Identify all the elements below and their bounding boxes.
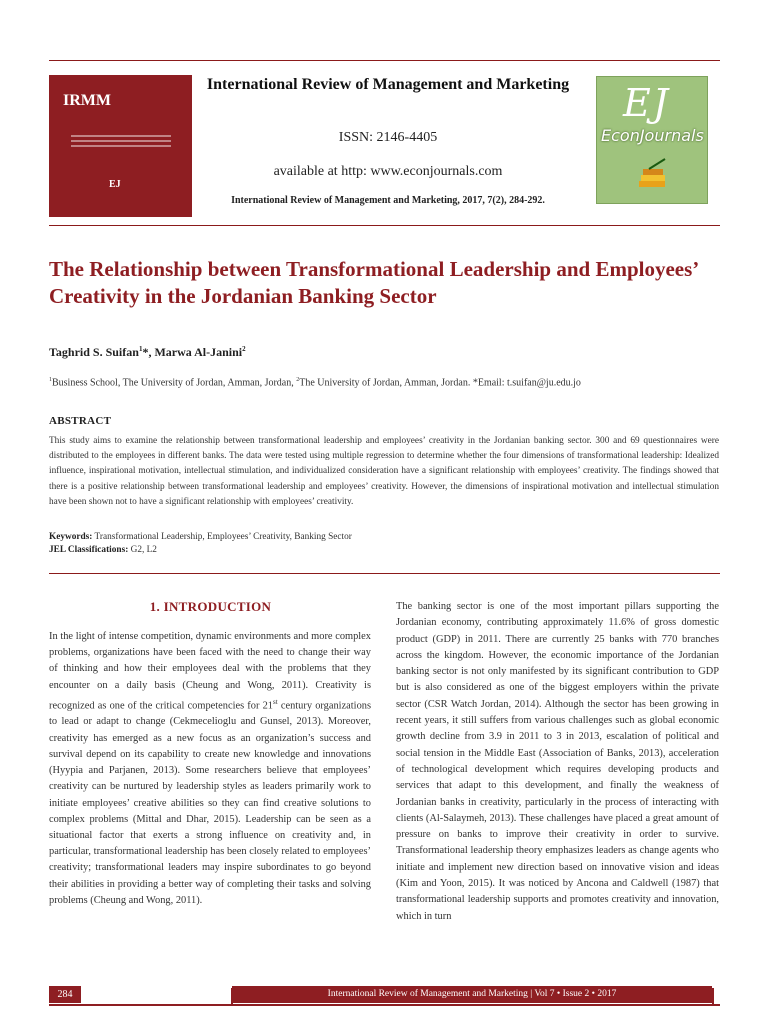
article-authors [49,345,246,360]
intro-p1-part-b: century organizations to lead or adapt to change (Cekmecelioglu and Gunsel, 2013). Moreover, creativity has emerged as a new focus as an organization’s success and survival depend on its capability to create new knowledge and innovations (Hyypia and Parjanen, 2013). Some researchers believe that employees’ creativity can be nurtured by leadership styles as leaders primarily work to initiate employees’ creative abilities so they can find creative solutions to complex problems (Mittal and Dhar, 2015). Leadership can be seen as a situational factor that exerts a strong influence on creativity and, in particular, transformational leadership has been closely related to employees’ creativity; transformational leaders may inspire subordinates to go beyond their abilities in providing a better way of completing their tasks and solving problems (Cheung and Wong, 2011). [49,700,371,906]
availability-line: available at http: www.econjournals.com [273,164,503,179]
abstract-heading: ABSTRACT [49,415,112,427]
irmm-cover-text-lines [71,135,171,150]
intro-paragraph-1 [49,629,371,909]
keywords-bottom-rule [49,573,720,574]
footer-rule [49,1004,720,1006]
affiliations [49,377,729,388]
running-footer: International Review of Management and Marketing | Vol 7 • Issue 2 • 2017 [232,986,712,1003]
ej-logo-letters: EJ [623,81,670,125]
page-number: 284 [49,986,81,1003]
intro-p1-sup: st [273,697,278,706]
econjournals-logo [596,76,708,204]
journal-title: International Review of Management and Marketing [206,76,570,93]
author-2-sup: 2 [242,345,246,353]
issn-line: ISSN: 2146-4405 [338,130,438,145]
intro-p1-part-a: In the light of intense competition, dynamic environments and more complex problems, organizations have been faced with the need to change their way of thinking and how their employees deal with the problems that they encounter on a daily basis (Cheung and Wong, 2011). Creativity is recognized as one of the critical competencies for 21 [49,631,371,712]
abstract-text: This study aims to examine the relationship between transformational leadership and employees’ creativity in the Jordanian banking sector. 300 and 69 questionnaires were distributed to the employees in different banks. The data were tested using multiple regression to determine whether the four dimensions of transformational leadership: Idealized influence, inspirational motivation, intellectual stimulation, and individualized consideration have a significant relationship with employees’ creativity. The findings showed that there is a positive relationship between transformational leadership and employees’ creativity. However, the dimensions of inspirational motivation and intellectual stimulation have been shown not to have a significant relationship with employees’ creativity. [49,436,719,507]
keywords-block [49,531,719,557]
keywords-label: Keywords: [49,532,93,542]
author-1-sup: 1 [138,345,143,353]
footer-right-tick [712,988,714,1004]
author-1: Taghrid S. Suifan [49,345,139,359]
jel-line [49,544,719,557]
ej-logo-name: EconJournals [601,126,704,145]
affil-1: Business School, The University of Jordan, Amman, Jordan, [52,377,297,389]
header-bottom-rule [49,225,720,226]
irmm-logo-text: IRMM [63,92,111,109]
intro-paragraph-2: The banking sector is one of the most important pillars supporting the Jordanian economy, contributing approximately 11.6% of gross domestic product (GDP) in 2011. There are currently 25 banks with 770 branches across the kingdom. However, the economic importance of the Jordanian banking sector is not only manifested by its significant contribution to GDP but is also considered as one of the biggest employers within the private sector (CSR Watch Jordan, 2014). Although the sector has been growing in recent years, it still suffers from various challenges such as global economic growth decline from 3.9 in 2011 to 3 in 2013, escalation of political and social tension in the Middle East (Association of Banks, 2013), acceleration of technological development which requires developing products and services that adapt to this development, and finally the weakness of Jordanian banks in creativity, particularly in the process of interacting with clients (Al-Salaymeh, 2013). These challenges have placed a great amount of pressure on banks to improve their creativity in order to survive. Transformational leadership theory emphasizes leaders as change agents who initiate and implement new direction based on innovative vision and ideas (Kim and Yoon, 2015). It was noticed by Ancona and Caldwell (1987) that transformational leadership supports and promotes creativity and innovation, which in turn [396,601,719,922]
affil-2: The University of Jordan, Amman, Jordan. *Email: t.suifan@ju.edu.jo [299,377,581,389]
section-heading-introduction: 1. INTRODUCTION [149,599,272,614]
keywords-value: Transformational Leadership, Employees’ Creativity, Banking Sector [92,532,352,542]
keywords-line [49,531,719,544]
books-icon [635,157,671,193]
header-top-rule [49,60,720,61]
author-separator: *, [142,345,155,359]
jel-label: JEL Classifications: [49,545,129,555]
author-2: Marwa Al-Janini [154,345,243,359]
irmm-cover-ej-mark: EJ [109,179,121,190]
article-title: The Relationship between Transformational Leadership and Employees’ Creativity in the Jordanian Banking Sector [49,257,698,308]
irmm-cover-image [49,75,192,217]
footer-left-tick [231,988,233,1004]
affil-2-sup: 2 [296,377,300,383]
jel-value: G2, L2 [128,545,157,555]
affil-1-sup: 1 [49,377,52,383]
citation-line: International Review of Management and Marketing, 2017, 7(2), 284-292. [231,195,545,206]
